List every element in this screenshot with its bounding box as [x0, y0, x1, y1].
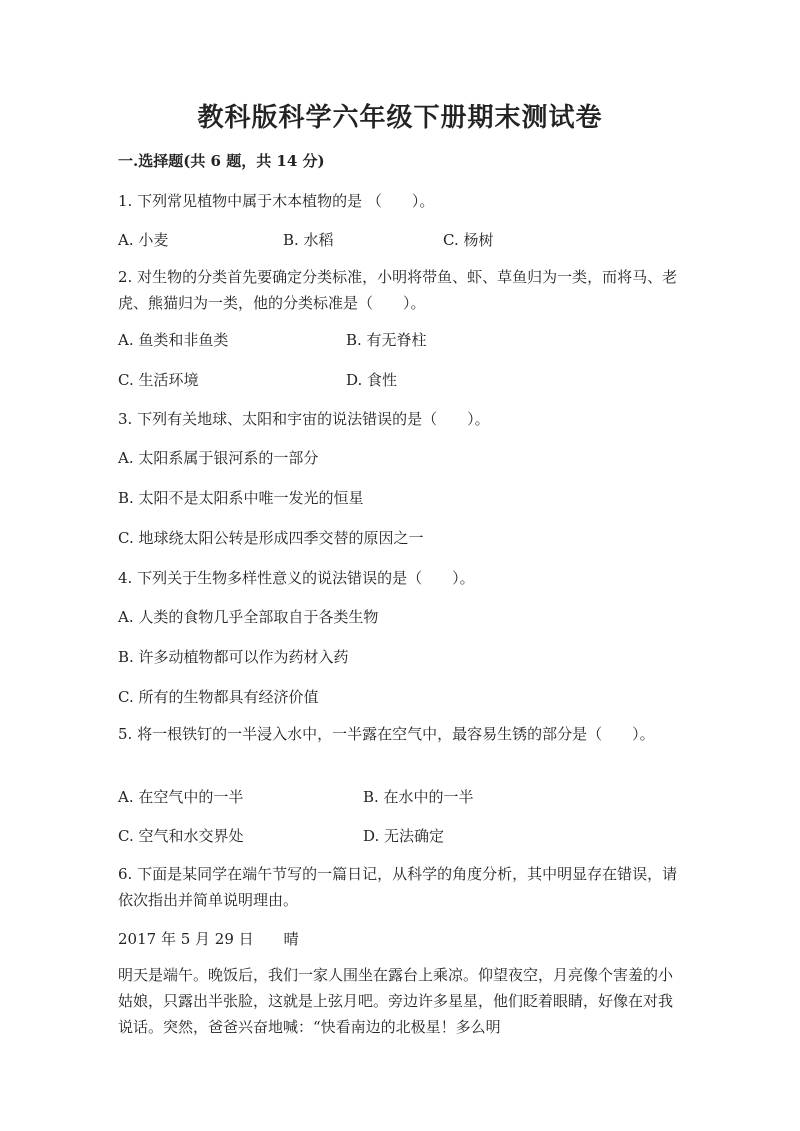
question-4-stem: 4. 下列关于生物多样性意义的说法错误的是（ ）。	[118, 569, 475, 587]
question-2-stem: 2. 对生物的分类首先要确定分类标准，小明将带鱼、虾、草鱼归为一类，而将马、老虎、熊猫归为一类，他的分类标准是（ ）。	[118, 268, 678, 312]
question-3-option-c: C. 地球绕太阳公转是形成四季交替的原因之一	[118, 529, 424, 547]
question-2-option-b: B. 有无脊柱	[346, 331, 427, 349]
question-5-option-c: C. 空气和水交界处	[118, 827, 244, 845]
question-6-stem: 6. 下面是某同学在端午节写的一篇日记，从科学的角度分析，其中明显存在错误，请依次指出并简单说明理由。	[118, 865, 678, 909]
section-heading: 一.选择题(共 6 题，共 14 分)	[118, 152, 325, 170]
question-4-option-a: A. 人类的食物几乎全部取自于各类生物	[118, 608, 379, 626]
question-1-option-a: A. 小麦	[118, 231, 169, 249]
diary-body: 明天是端午。晚饭后，我们一家人围坐在露台上乘凉。仰望夜空，月亮像个害羞的小姑娘，只露出半张脸，这就是上弦月吧。旁边许多星星，他们眨着眼睛，好像在对我说话。突然，爸爸兴奋地喊：“快看南边的北极星！多么明	[118, 966, 674, 1036]
page-title: 教科版科学六年级下册期末测试卷	[197, 103, 603, 133]
question-1-option-c: C. 杨树	[443, 231, 494, 249]
question-3-option-b: B. 太阳不是太阳系中唯一发光的恒星	[118, 489, 364, 507]
question-2-option-a: A. 鱼类和非鱼类	[118, 331, 229, 349]
question-5-option-d: D. 无法确定	[363, 827, 445, 845]
question-2-option-d: D. 食性	[346, 371, 398, 389]
question-2-option-c: C. 生活环境	[118, 371, 199, 389]
question-3-stem: 3. 下列有关地球、太阳和宇宙的说法错误的是（ ）。	[118, 410, 490, 428]
question-1-option-b: B. 水稻	[283, 231, 334, 249]
question-5-stem: 5. 将一根铁钉的一半浸入水中，一半露在空气中，最容易生锈的部分是（ ）。	[118, 725, 655, 743]
question-3-option-a: A. 太阳系属于银河系的一部分	[118, 449, 319, 467]
question-4-option-b: B. 许多动植物都可以作为药材入药	[118, 648, 349, 666]
diary-date: 2017 年 5 月 29 日 晴	[118, 930, 299, 948]
question-1-stem: 1. 下列常见植物中属于木本植物的是 （ ）。	[118, 192, 435, 210]
question-5-option-b: B. 在水中的一半	[363, 788, 474, 806]
question-4-option-c: C. 所有的生物都具有经济价值	[118, 688, 319, 706]
question-5-option-a: A. 在空气中的一半	[118, 788, 244, 806]
